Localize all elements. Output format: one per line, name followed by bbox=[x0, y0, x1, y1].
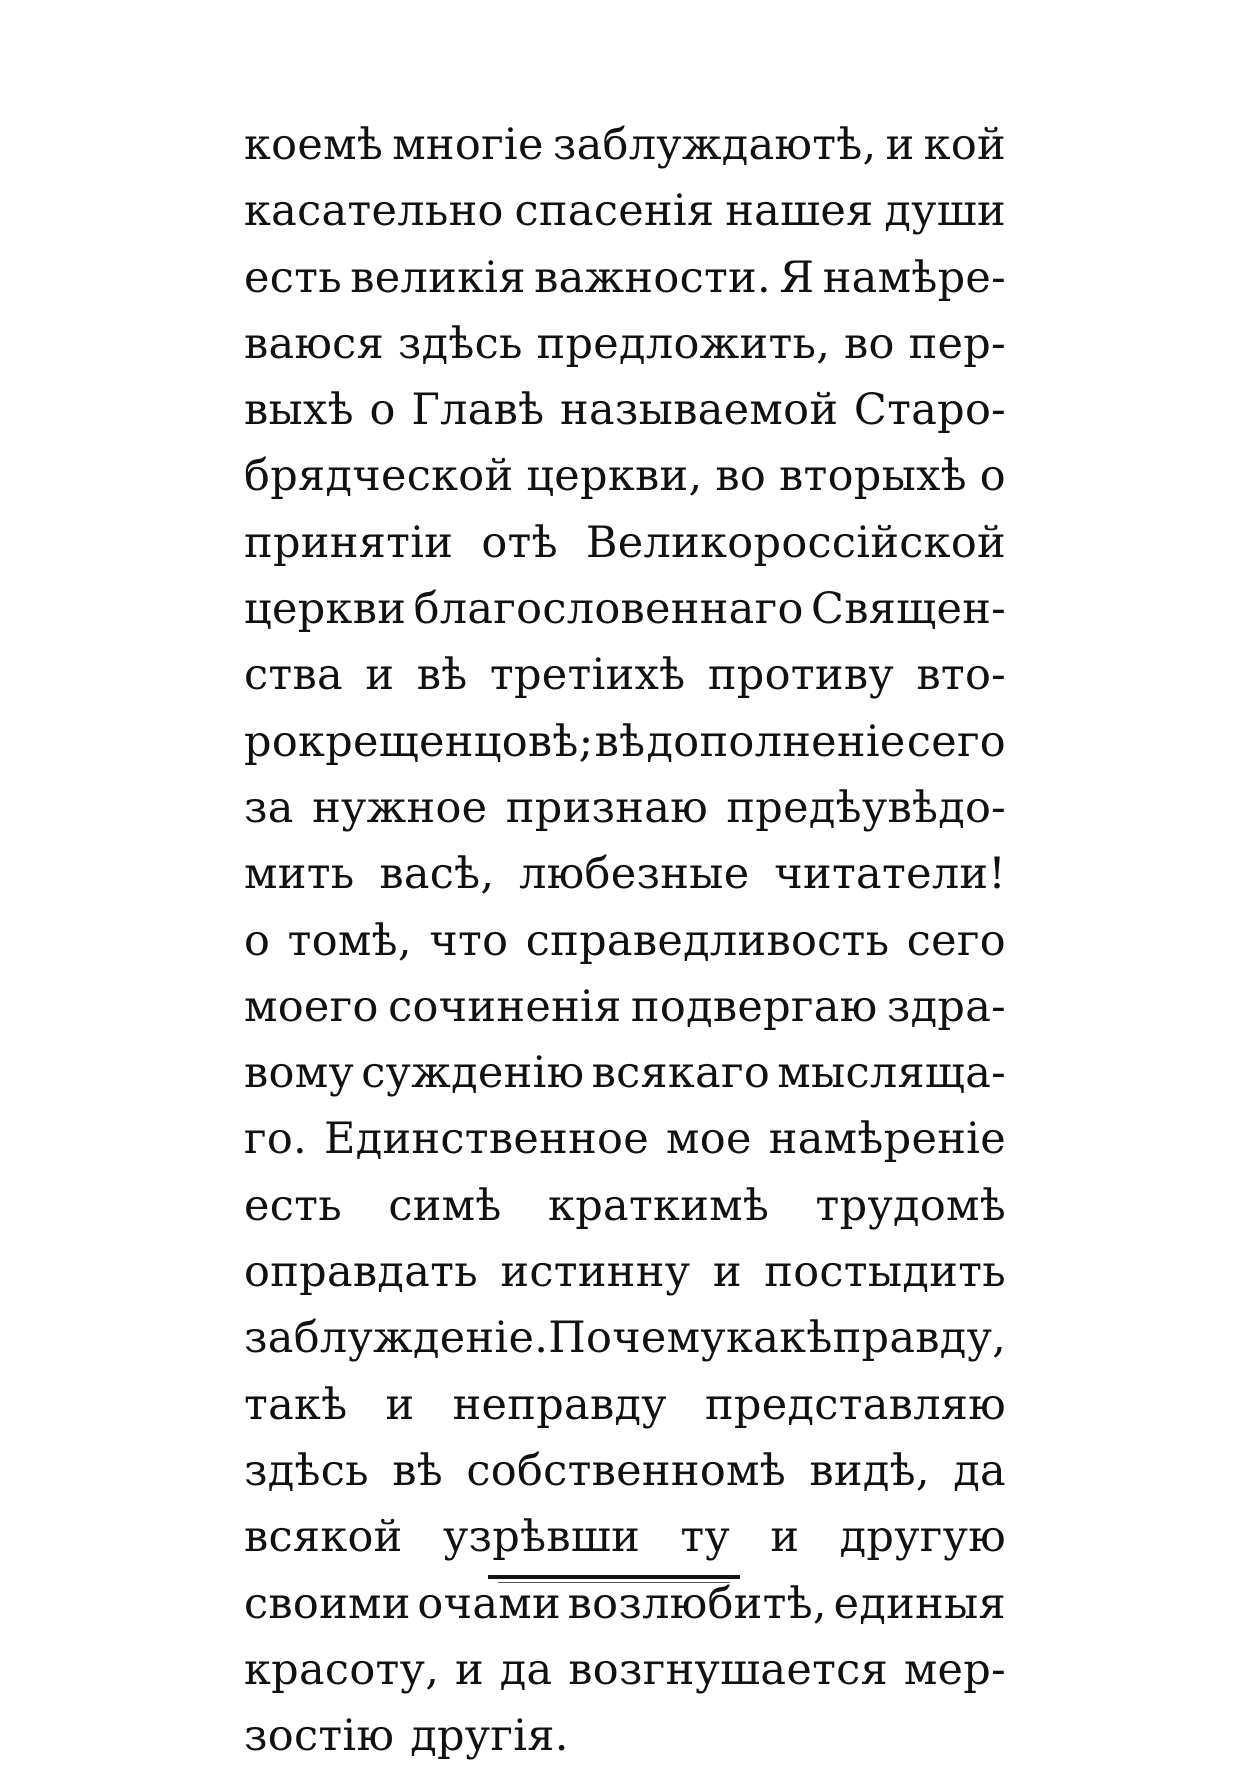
word: великія bbox=[350, 252, 526, 303]
word: симѣ bbox=[388, 1180, 502, 1231]
word: правду, bbox=[832, 1313, 1007, 1364]
word: признаю bbox=[505, 782, 708, 833]
word: любезные bbox=[519, 849, 750, 900]
word: подвергаю bbox=[630, 981, 878, 1032]
word: краткимѣ bbox=[548, 1180, 770, 1231]
word: ту bbox=[680, 1512, 731, 1563]
word: во bbox=[844, 318, 895, 369]
word: своими bbox=[244, 1578, 411, 1629]
word: сего bbox=[906, 915, 1006, 966]
word: за bbox=[244, 782, 294, 833]
word: другую bbox=[839, 1512, 1006, 1563]
word: да bbox=[953, 1445, 1006, 1496]
word: сего bbox=[906, 716, 1006, 767]
text-line bbox=[244, 1504, 1006, 1570]
text-line bbox=[244, 443, 1006, 509]
word: во bbox=[715, 451, 767, 502]
word: нужное bbox=[312, 782, 488, 833]
word: коемѣ bbox=[244, 120, 384, 170]
word: намѣре- bbox=[822, 252, 1006, 303]
word: и bbox=[885, 120, 915, 170]
word: такѣ bbox=[244, 1379, 348, 1430]
word: заблуждаютѣ, bbox=[552, 120, 877, 170]
word: да bbox=[499, 1644, 553, 1695]
text-line bbox=[244, 1305, 1006, 1371]
word: многіе bbox=[392, 120, 544, 170]
page-text bbox=[244, 112, 1006, 1769]
word: ваюся bbox=[244, 318, 384, 369]
word: всякой bbox=[244, 1512, 403, 1563]
word: спасенія bbox=[514, 186, 715, 237]
word: противу bbox=[707, 650, 894, 701]
word: справедливость bbox=[525, 915, 890, 966]
word: называемой bbox=[560, 385, 839, 436]
word: Священ- bbox=[811, 584, 1006, 635]
text-line bbox=[244, 841, 1006, 907]
text-line bbox=[244, 311, 1006, 377]
word: касательно bbox=[244, 186, 504, 237]
word: что bbox=[429, 915, 509, 966]
text-line bbox=[244, 1571, 1006, 1637]
word: намѣреніе bbox=[768, 1114, 1006, 1165]
word: кой bbox=[923, 120, 1006, 170]
text-line bbox=[244, 576, 1006, 642]
word: сочиненія bbox=[388, 981, 622, 1032]
word: о bbox=[979, 451, 1006, 502]
text-line bbox=[244, 709, 1006, 775]
word: и bbox=[454, 1644, 484, 1695]
word: вому bbox=[244, 1048, 355, 1099]
text-line bbox=[244, 775, 1006, 841]
section-divider bbox=[488, 1575, 740, 1579]
word: вѣ bbox=[392, 1445, 444, 1496]
word: здѣсь bbox=[397, 318, 523, 369]
word: отѣ bbox=[481, 517, 558, 568]
word: ства bbox=[244, 650, 343, 701]
text-line bbox=[244, 1239, 1006, 1305]
word: церкви bbox=[244, 584, 407, 635]
word: По bbox=[548, 1313, 613, 1364]
word: мер- bbox=[903, 1644, 1006, 1695]
word: неправду bbox=[452, 1379, 667, 1430]
text-line bbox=[244, 178, 1006, 244]
word: го. bbox=[244, 1114, 307, 1165]
word: пер- bbox=[908, 318, 1006, 369]
word: души bbox=[884, 186, 1006, 237]
word: Единственное bbox=[324, 1114, 649, 1165]
text-line bbox=[244, 1173, 1006, 1239]
word: Великороссійской bbox=[585, 517, 1006, 568]
word: чему bbox=[612, 1313, 727, 1364]
word: возгнушается bbox=[568, 1644, 888, 1695]
text-line bbox=[244, 1372, 1006, 1438]
word: читатели! bbox=[774, 849, 1006, 900]
word: предѣувѣдо- bbox=[726, 782, 1006, 833]
word: и bbox=[365, 650, 395, 701]
word: какѣ bbox=[726, 1313, 833, 1364]
word: вто- bbox=[916, 650, 1006, 701]
word: Главѣ bbox=[411, 385, 545, 436]
word: и bbox=[712, 1247, 742, 1298]
word: выхѣ bbox=[244, 385, 354, 436]
word: и bbox=[770, 1512, 800, 1563]
word: собственномѣ bbox=[466, 1445, 786, 1496]
word: трудомѣ bbox=[815, 1180, 1006, 1231]
word: благословеннаго bbox=[413, 584, 804, 635]
word: третіихѣ bbox=[489, 650, 686, 701]
word: красоту, bbox=[244, 1644, 440, 1695]
text-line bbox=[244, 908, 1006, 974]
word: оправдать bbox=[244, 1247, 478, 1298]
word: мысляща- bbox=[777, 1048, 1006, 1099]
word: возлюбитѣ, bbox=[567, 1578, 827, 1629]
text-line bbox=[244, 510, 1006, 576]
word: предложить, bbox=[536, 318, 831, 369]
word: вѣ bbox=[594, 716, 646, 767]
word: узрѣвши bbox=[442, 1512, 641, 1563]
word: сужденію bbox=[361, 1048, 585, 1099]
word: представляю bbox=[704, 1379, 1006, 1430]
word: есть bbox=[244, 1180, 342, 1231]
word: зостію bbox=[244, 1711, 395, 1762]
word: всякаго bbox=[591, 1048, 771, 1099]
word: Я bbox=[779, 252, 815, 303]
word: важности. bbox=[534, 252, 771, 303]
word: здра- bbox=[886, 981, 1006, 1032]
word: васѣ, bbox=[379, 849, 495, 900]
word: постыдить bbox=[764, 1247, 1006, 1298]
word: томѣ, bbox=[287, 915, 412, 966]
word: брядческой bbox=[244, 451, 514, 502]
text-line bbox=[244, 377, 1006, 443]
text-line bbox=[244, 642, 1006, 708]
word: заблужденіе. bbox=[244, 1313, 549, 1364]
text-line bbox=[244, 974, 1006, 1040]
word: о bbox=[369, 385, 396, 436]
word: о bbox=[244, 915, 271, 966]
word: нашея bbox=[725, 186, 874, 237]
word: единыя bbox=[833, 1578, 1006, 1629]
word: и bbox=[385, 1379, 415, 1430]
word: Старо- bbox=[853, 385, 1006, 436]
text-line bbox=[244, 1637, 1006, 1703]
text-line bbox=[244, 112, 1006, 178]
text-line bbox=[244, 245, 1006, 311]
word: вѣ bbox=[416, 650, 468, 701]
word: мить bbox=[244, 849, 355, 900]
word: мое bbox=[666, 1114, 752, 1165]
word: здѣсь bbox=[244, 1445, 369, 1496]
word: очами bbox=[417, 1578, 561, 1629]
word: другія. bbox=[410, 1711, 569, 1762]
word: вторыхѣ bbox=[778, 451, 967, 502]
word: есть bbox=[244, 252, 342, 303]
text-line bbox=[244, 1703, 1006, 1769]
word: моего bbox=[244, 981, 379, 1032]
text-line bbox=[244, 1438, 1006, 1504]
text-line bbox=[244, 1040, 1006, 1106]
text-line bbox=[244, 1106, 1006, 1172]
word: видѣ, bbox=[809, 1445, 930, 1496]
word: рокрещенцовѣ; bbox=[244, 716, 594, 767]
word: истинну bbox=[500, 1247, 691, 1298]
word: дополненіе bbox=[646, 716, 906, 767]
word: принятіи bbox=[244, 517, 454, 568]
word: церкви, bbox=[526, 451, 703, 502]
